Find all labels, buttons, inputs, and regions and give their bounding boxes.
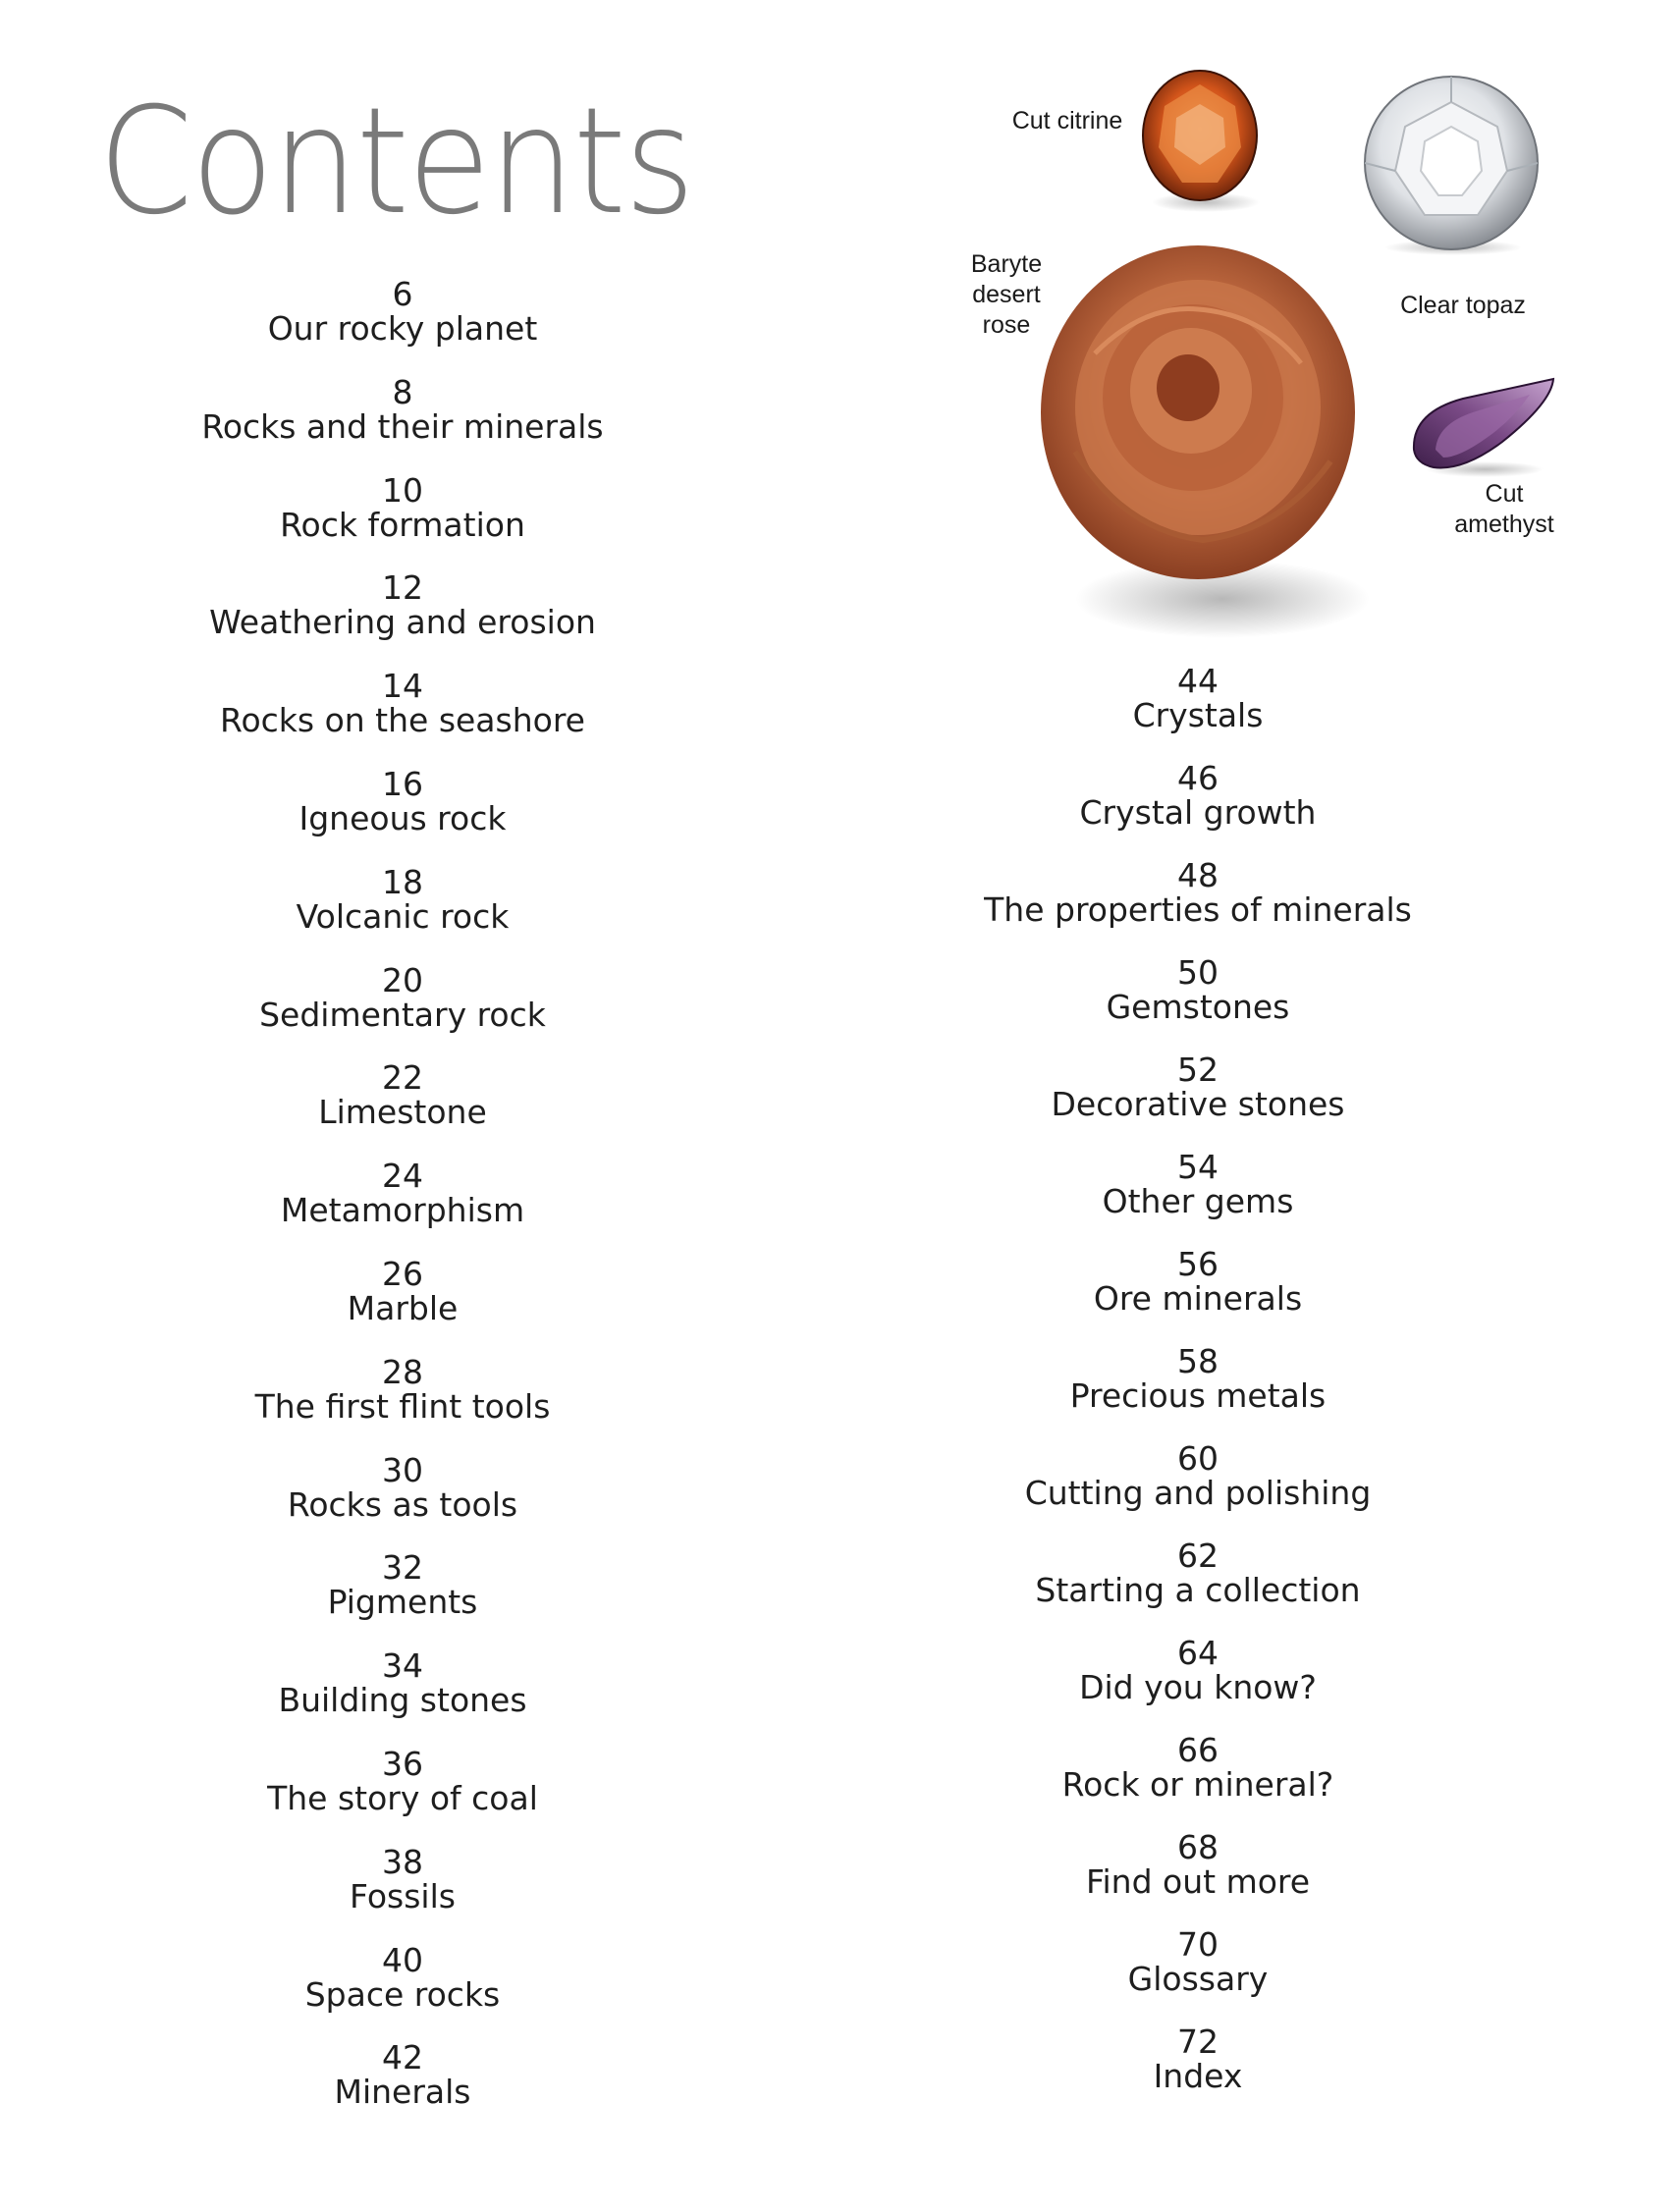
contents-entry[interactable]	[903, 1052, 1492, 1121]
entry-title: Decorative stones	[1051, 1085, 1345, 1123]
contents-entry[interactable]	[108, 1450, 697, 1524]
page-number: 66	[1177, 1731, 1219, 1769]
contents-entry[interactable]	[108, 1257, 697, 1325]
page-number: 40	[382, 1940, 423, 1979]
entry-title: Volcanic rock	[296, 896, 510, 936]
contents-entry[interactable]	[108, 2038, 697, 2112]
page-number: 26	[382, 1255, 423, 1293]
page-number: 48	[1177, 856, 1219, 894]
entry-title: Rocks on the seashore	[220, 701, 585, 740]
entry-title: Weathering and erosion	[209, 603, 596, 642]
page-number: 32	[382, 1548, 423, 1588]
contents-entry[interactable]	[108, 470, 697, 544]
topaz-label: Clear topaz	[1400, 292, 1526, 319]
entry-title: Fossils	[350, 1876, 456, 1915]
contents-entry[interactable]	[108, 862, 697, 936]
contents-entry[interactable]	[903, 1538, 1492, 1607]
page-number: 6	[392, 275, 413, 313]
contents-entry[interactable]	[108, 1646, 697, 1720]
contents-entry[interactable]	[903, 1150, 1492, 1218]
contents-entry[interactable]	[108, 1548, 697, 1622]
page-number: 68	[1177, 1828, 1219, 1866]
page-number: 16	[382, 765, 423, 803]
topaz-image	[1360, 73, 1546, 259]
desert-rose-label: Baryte desert rose	[970, 250, 1043, 339]
contents-entry[interactable]	[108, 1157, 697, 1230]
page-number: 24	[382, 1157, 423, 1196]
page-number: 56	[1177, 1245, 1219, 1283]
page-number: 62	[1177, 1537, 1219, 1575]
page-number: 52	[1177, 1051, 1219, 1089]
page-title: Contents	[98, 77, 694, 247]
contents-entry[interactable]	[903, 1344, 1492, 1413]
contents-entry[interactable]	[108, 277, 697, 346]
entry-title: Pigments	[327, 1583, 478, 1622]
page-number: 8	[392, 372, 413, 411]
entry-title: Precious metals	[1069, 1376, 1327, 1415]
page-number: 44	[1177, 662, 1219, 700]
entry-title: The first flint tools	[254, 1386, 551, 1426]
contents-entry[interactable]	[108, 667, 697, 740]
contents-entry[interactable]	[903, 1830, 1492, 1899]
page-number: 64	[1177, 1634, 1219, 1672]
page-number: 50	[1177, 953, 1219, 992]
page-number: 34	[382, 1646, 423, 1686]
contents-entry[interactable]	[903, 1733, 1492, 1802]
entry-title: The properties of minerals	[984, 890, 1412, 929]
entry-title: Space rocks	[304, 1974, 501, 2014]
page-number: 20	[382, 960, 423, 999]
page-number: 72	[1177, 2022, 1219, 2061]
citrine-image	[1139, 67, 1267, 214]
page-number: 14	[382, 667, 423, 706]
contents-entry[interactable]	[903, 955, 1492, 1024]
contents-entry[interactable]	[903, 761, 1492, 830]
contents-entry[interactable]	[108, 1842, 697, 1915]
entry-title: Rock or mineral?	[1061, 1765, 1334, 1804]
entry-title: The story of coal	[267, 1779, 538, 1817]
contents-entry[interactable]	[108, 767, 697, 836]
entry-title: Sedimentary rock	[259, 995, 546, 1034]
page-number: 38	[382, 1842, 423, 1881]
page-number: 70	[1177, 1925, 1219, 1964]
amethyst-label: Cut amethyst	[1454, 480, 1554, 538]
entry-title: Find out more	[1085, 1862, 1311, 1901]
contents-entry[interactable]	[903, 1441, 1492, 1510]
contents-entry[interactable]	[903, 1636, 1492, 1704]
contents-entry[interactable]	[108, 1352, 697, 1426]
desert-rose-image	[1036, 236, 1370, 648]
contents-entry[interactable]	[108, 1058, 697, 1132]
entry-title: Igneous rock	[298, 799, 507, 837]
contents-entry[interactable]	[903, 1247, 1492, 1316]
contents-entry[interactable]	[108, 568, 697, 642]
page-number: 10	[382, 470, 423, 510]
page-number: 42	[382, 2038, 423, 2077]
amethyst-image	[1404, 373, 1561, 481]
entry-title: Building stones	[278, 1681, 527, 1720]
entry-title: Limestone	[318, 1093, 487, 1132]
page-number: 54	[1177, 1148, 1219, 1186]
contents-entry[interactable]	[903, 2024, 1492, 2093]
entry-title: Rocks as tools	[287, 1484, 518, 1524]
entry-title: Index	[1153, 2057, 1243, 2095]
entry-title: Ore minerals	[1093, 1279, 1303, 1318]
entry-title: Crystal growth	[1079, 793, 1317, 832]
contents-entry[interactable]	[108, 1747, 697, 1815]
page-number: 58	[1177, 1342, 1219, 1380]
contents-entry[interactable]	[903, 858, 1492, 927]
page-number: 28	[382, 1352, 423, 1391]
page-number: 12	[382, 568, 423, 608]
page-number: 18	[382, 862, 423, 901]
entry-title: Gemstones	[1106, 988, 1290, 1026]
page-number: 60	[1177, 1439, 1219, 1478]
entry-title: Crystals	[1132, 696, 1264, 734]
entry-title: Glossary	[1127, 1960, 1269, 1998]
entry-title: Cutting and polishing	[1024, 1474, 1372, 1512]
entry-title: Metamorphism	[280, 1191, 525, 1230]
entry-title: Other gems	[1102, 1182, 1294, 1220]
contents-entry[interactable]	[903, 664, 1492, 732]
entry-title: Our rocky planet	[267, 309, 538, 348]
entry-title: Rocks and their minerals	[201, 406, 604, 446]
contents-entry[interactable]	[903, 1927, 1492, 1996]
entry-title: Marble	[347, 1289, 459, 1327]
contents-entry[interactable]	[108, 372, 697, 446]
page-number: 30	[382, 1450, 423, 1489]
citrine-label: Cut citrine	[1011, 107, 1123, 135]
entry-title: Starting a collection	[1035, 1571, 1361, 1609]
page-number: 36	[382, 1745, 423, 1783]
page-number: 22	[382, 1058, 423, 1098]
entry-title: Minerals	[334, 2073, 471, 2112]
page-number: 46	[1177, 759, 1219, 797]
contents-entry[interactable]	[108, 1940, 697, 2014]
contents-entry[interactable]	[108, 960, 697, 1034]
entry-title: Did you know?	[1079, 1668, 1317, 1706]
entry-title: Rock formation	[280, 505, 525, 544]
